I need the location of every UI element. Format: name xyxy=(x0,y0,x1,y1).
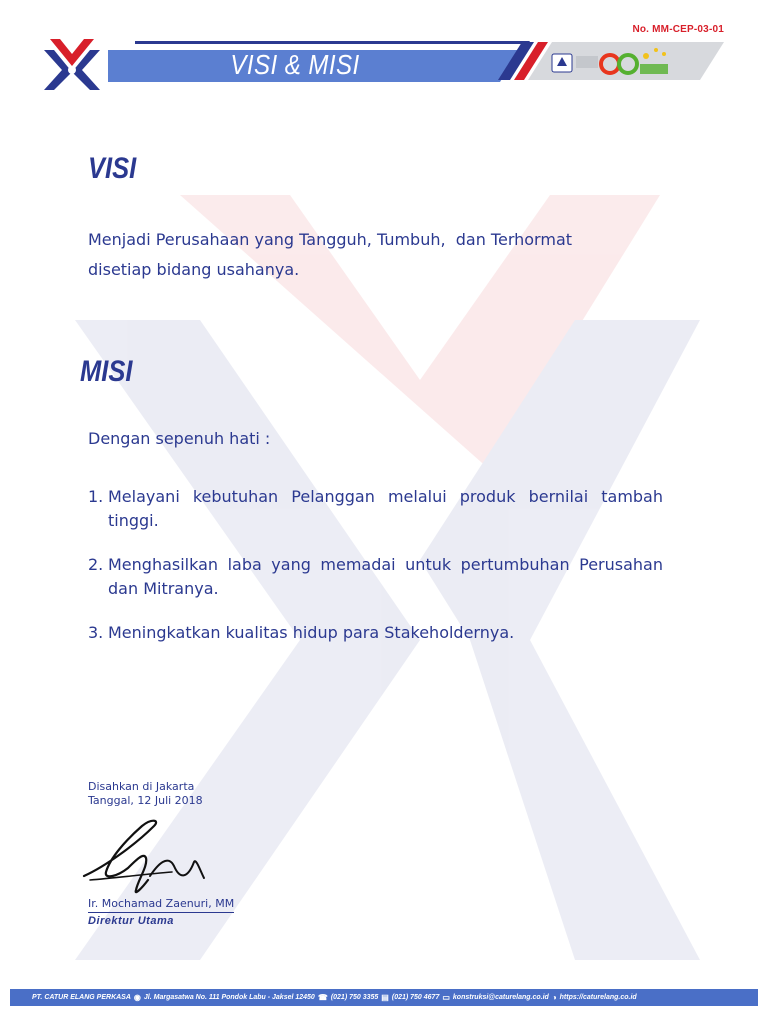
visi-line-2: disetiap bidang usahanya. xyxy=(88,260,300,279)
approval-place: Disahkan di Jakarta xyxy=(88,780,195,793)
misi-intro: Dengan sepenuh hati : xyxy=(88,429,271,448)
misi-list xyxy=(88,485,663,665)
visi-heading: VISI xyxy=(88,152,137,185)
misi-item-text: Menghasilkan laba yang memadai untuk pertumbuhan Perusahan dan Mitranya. xyxy=(108,555,663,598)
misi-item xyxy=(88,485,663,533)
signature-image xyxy=(76,814,226,904)
footer-website[interactable]: https://caturelang.co.id xyxy=(559,994,637,1001)
page-title: VISI & MISI xyxy=(230,49,360,80)
misi-item-text: Melayani kebutuhan Pelanggan melalui produk bernilai tambah tinggi. xyxy=(108,487,663,530)
approval-block xyxy=(88,780,203,808)
footer-email[interactable]: konstruksi@caturelang.co.id xyxy=(452,994,549,1001)
company-logo xyxy=(42,36,102,92)
footer-address: Jl. Margasatwa No. 111 Pondok Labu - Jaksel 12450 xyxy=(143,994,315,1001)
footer-contact-bar xyxy=(10,989,758,1006)
footer-company: PT. CATUR ELANG PERKASA xyxy=(32,994,131,1001)
document-number: No. MM-CEP-03-01 xyxy=(632,24,724,35)
visi-statement xyxy=(88,225,572,285)
footer-fax: (021) 750 4677 xyxy=(391,994,440,1001)
location-pin-icon: ◉ xyxy=(133,993,141,1002)
misi-item-number: 2. xyxy=(88,555,104,574)
misi-item xyxy=(88,553,663,601)
signer-title: Direktur Utama xyxy=(88,915,174,927)
phone-icon: ☎ xyxy=(317,993,328,1002)
laptop-icon: ▭ xyxy=(442,993,450,1002)
globe-icon: ◑ xyxy=(551,993,557,1002)
certification-badges xyxy=(548,42,718,82)
misi-item-number: 1. xyxy=(88,487,104,506)
misi-item-number: 3. xyxy=(88,623,104,642)
signer-name: Ir. Mochamad Zaenuri, MM xyxy=(88,897,234,913)
footer-phone: (021) 750 3355 xyxy=(330,994,379,1001)
fax-icon: ▤ xyxy=(381,993,389,1002)
approval-date: Tanggal, 12 Juli 2018 xyxy=(88,794,203,807)
visi-line-1: Menjadi Perusahaan yang Tangguh, Tumbuh, dan Terhormat xyxy=(88,230,573,249)
misi-item xyxy=(88,621,663,645)
misi-heading: MISI xyxy=(80,355,133,388)
misi-item-text: Meningkatkan kualitas hidup para Stakeholdernya. xyxy=(108,623,515,642)
